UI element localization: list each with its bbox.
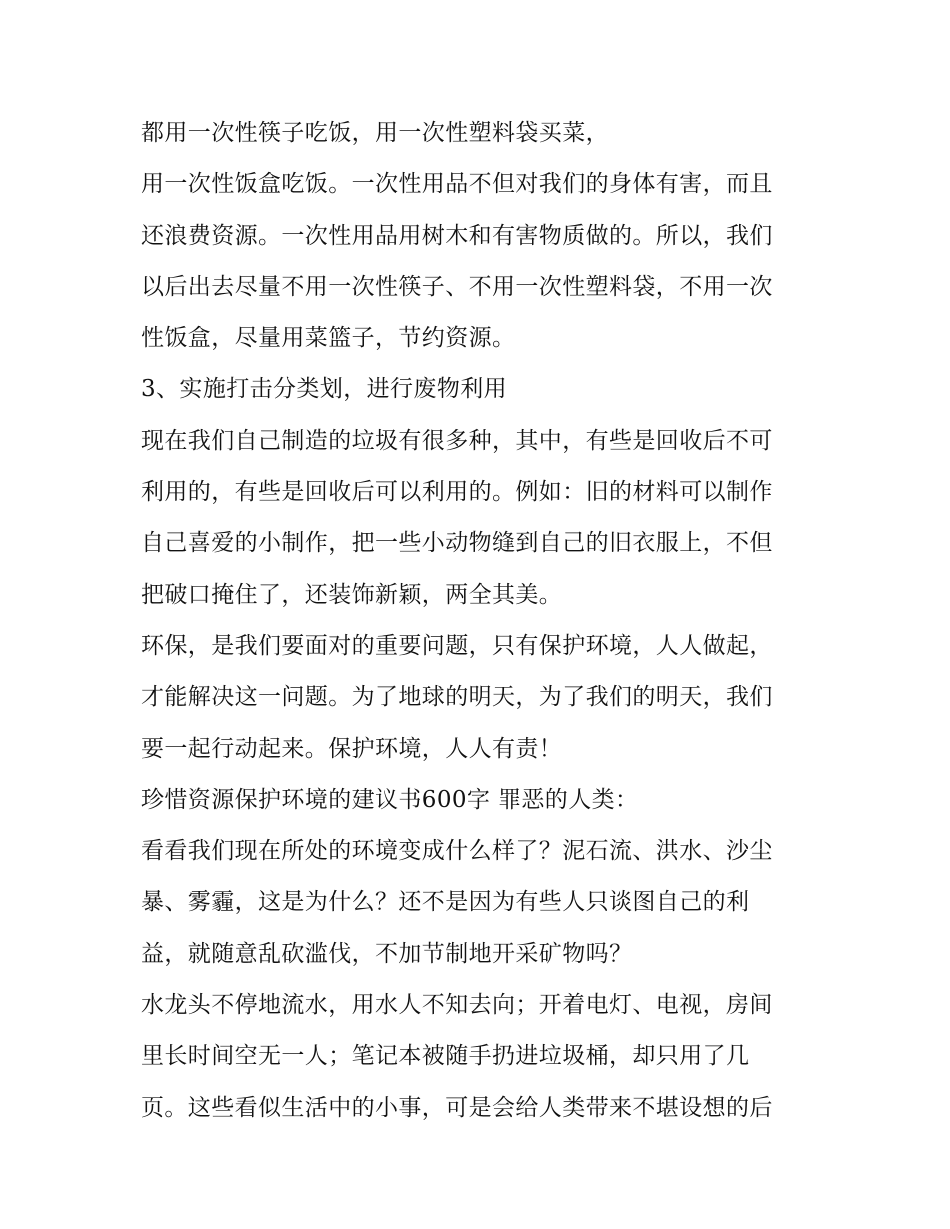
text-line: 看看我们现在所处的环境变成什么样了？泥石流、洪水、沙尘 bbox=[141, 838, 773, 865]
article-title: 珍惜资源保护环境的建议书600字 罪恶的人类： bbox=[141, 786, 639, 813]
text-line: 才能解决这一问题。为了地球的明天，为了我们的明天，我们 bbox=[141, 684, 773, 711]
body-text bbox=[141, 108, 821, 1134]
text-line: 暴、雾霾，这是为什么？还不是因为有些人只谈图自己的利 bbox=[141, 889, 750, 916]
text-line: 利用的，有些是回收后可以利用的。例如：旧的材料可以制作 bbox=[141, 479, 773, 506]
text-line: 环保，是我们要面对的重要问题，只有保护环境，人人做起， bbox=[141, 632, 773, 659]
section-heading: 3、实施打击分类划，进行废物利用 bbox=[141, 376, 508, 403]
text-line: 把破口掩住了，还装饰新颖，两全其美。 bbox=[141, 581, 563, 608]
text-line: 要一起行动起来。保护环境，人人有责！ bbox=[141, 735, 563, 762]
text-line: 用一次性饭盒吃饭。一次性用品不但对我们的身体有害，而且 bbox=[141, 171, 773, 198]
text-line: 益，就随意乱砍滥伐，不加节制地开采矿物吗？ bbox=[141, 940, 633, 967]
text-line: 都用一次性筷子吃饭，用一次性塑料袋买菜， bbox=[141, 120, 609, 146]
text-line: 还浪费资源。一次性用品用树木和有害物质做的。所以，我们 bbox=[141, 222, 773, 249]
text-line: 页。这些看似生活中的小事，可是会给人类带来不堪设想的后 bbox=[141, 1094, 773, 1121]
text-line: 性饭盒，尽量用菜篮子，节约资源。 bbox=[141, 325, 516, 352]
text-line: 水龙头不停地流水，用水人不知去向；开着电灯、电视，房间 bbox=[141, 992, 773, 1019]
text-line: 现在我们自己制造的垃圾有很多种，其中，有些是回收后不可 bbox=[141, 427, 773, 454]
text-line: 自己喜爱的小制作，把一些小动物缝到自己的旧衣服上，不但 bbox=[141, 530, 773, 557]
text-line: 以后出去尽量不用一次性筷子、不用一次性塑料袋，不用一次 bbox=[141, 273, 773, 300]
text-line: 里长时间空无一人；笔记本被随手扔进垃圾桶，却只用了几 bbox=[141, 1043, 750, 1070]
